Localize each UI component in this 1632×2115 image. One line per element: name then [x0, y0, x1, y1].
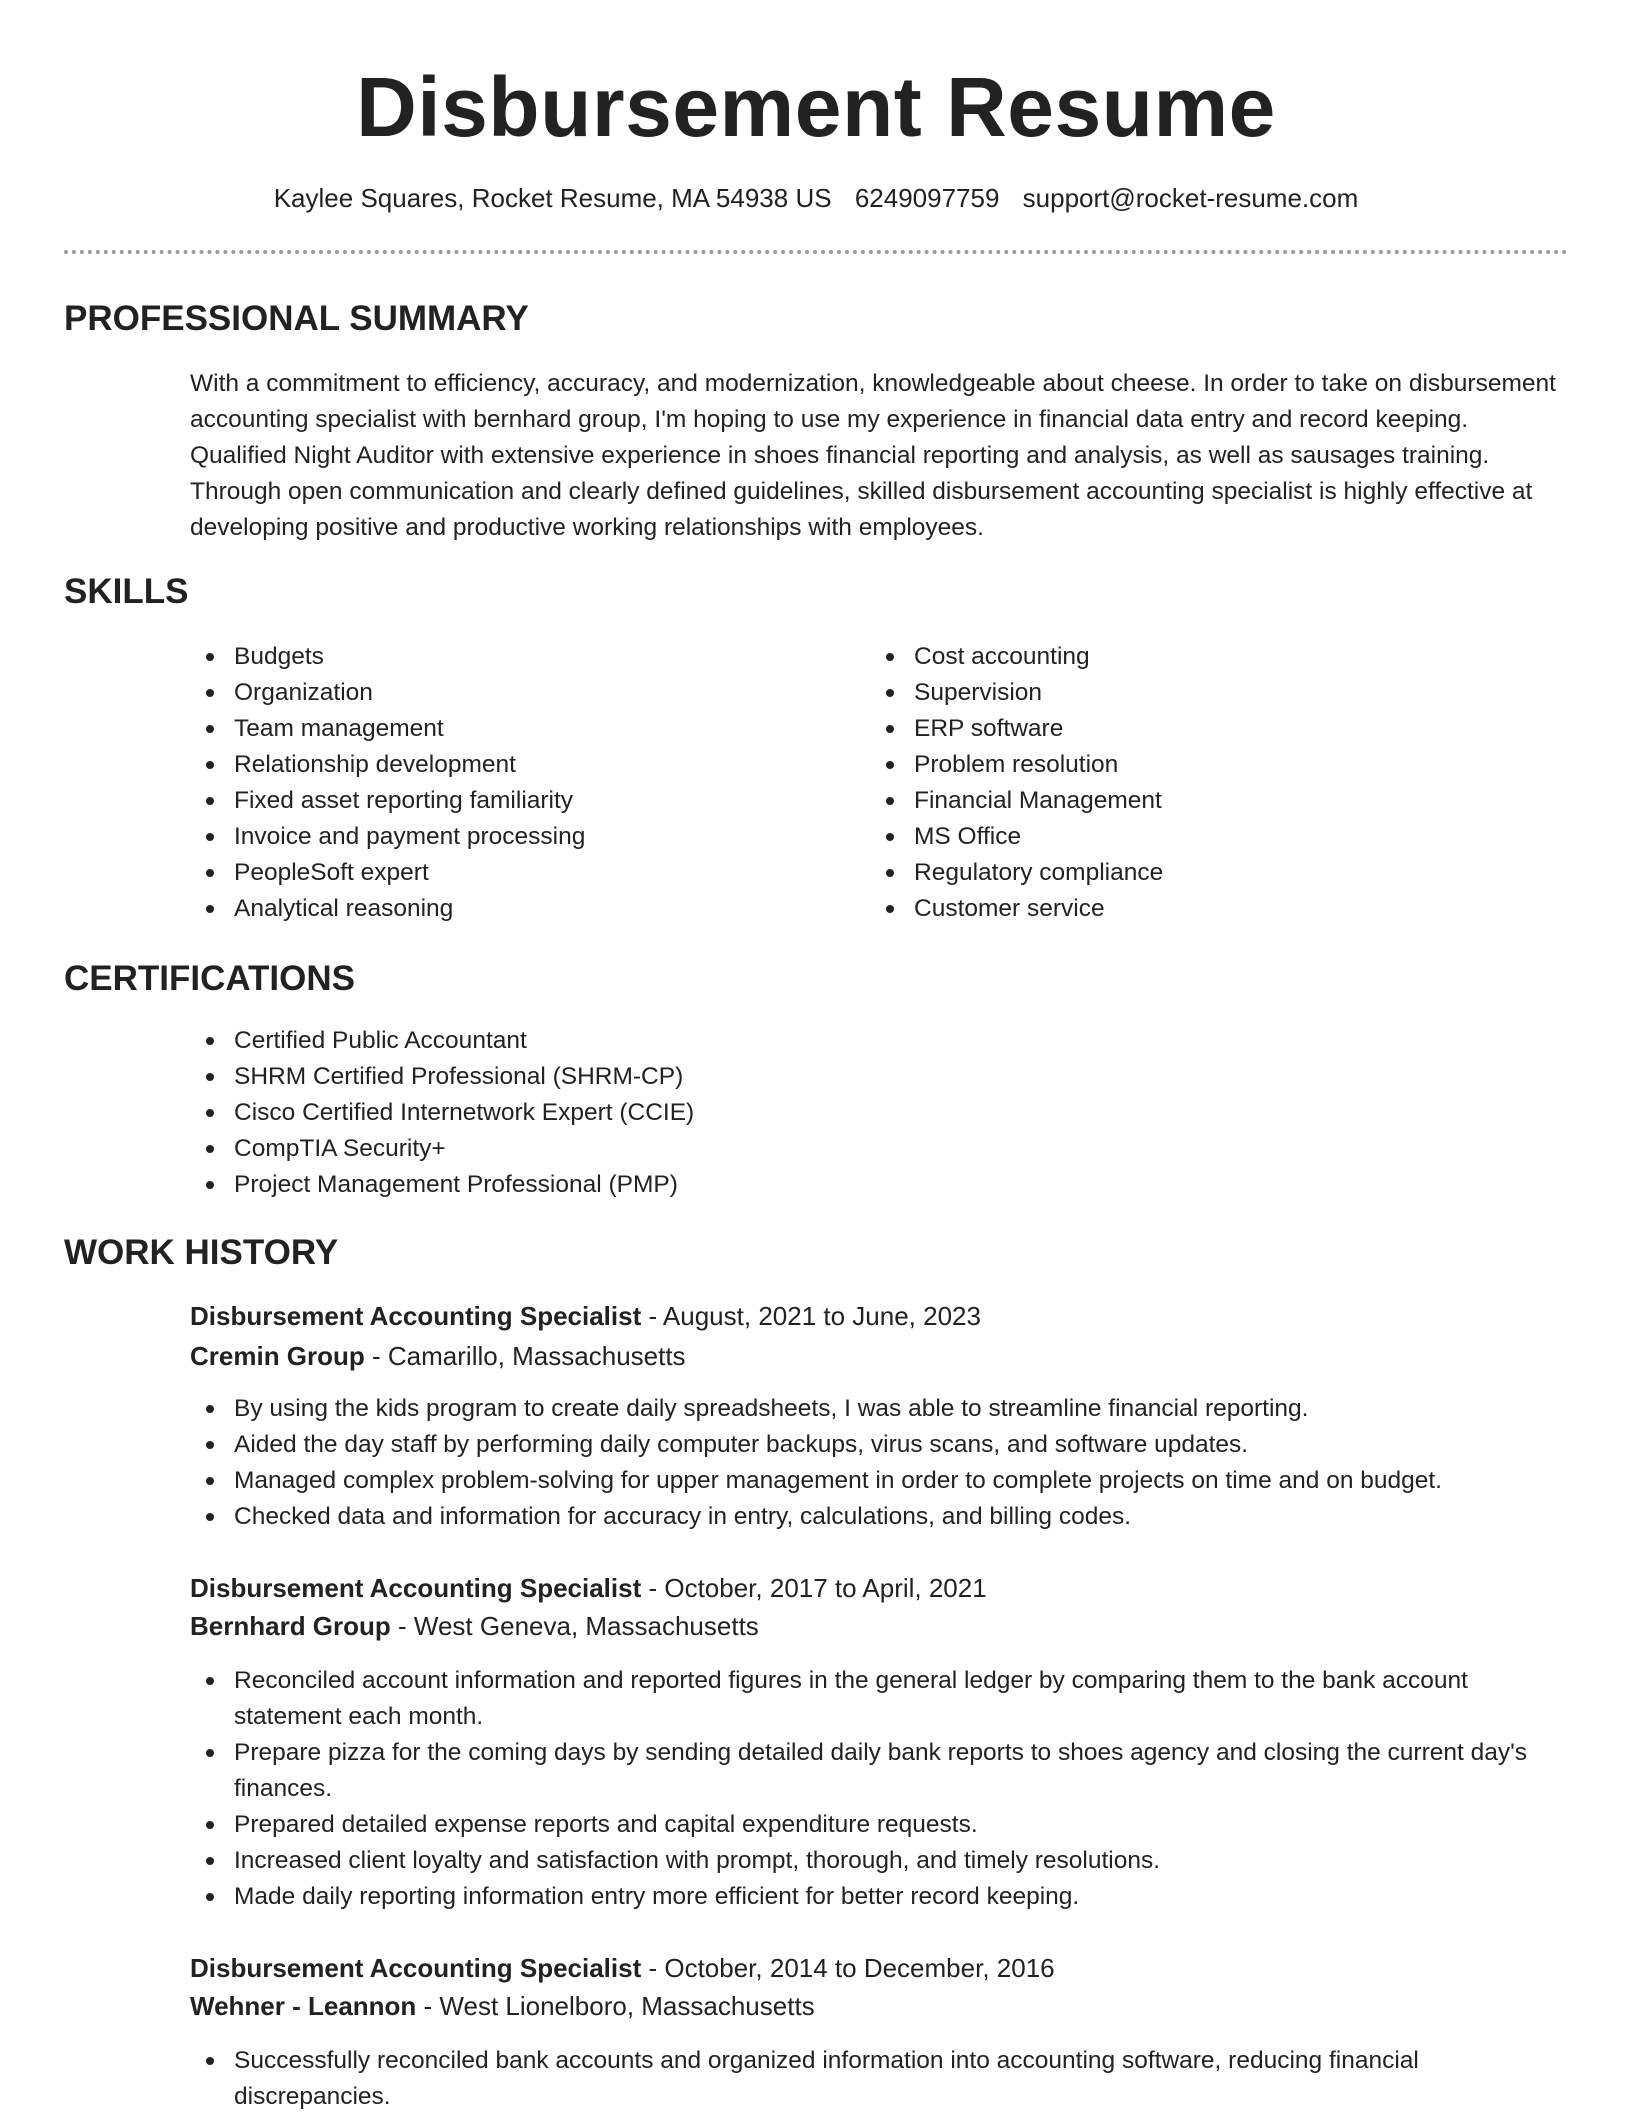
certification-item: Certified Public Accountant	[190, 1023, 1490, 1059]
contact-phone: 6249097759	[854, 183, 1000, 213]
skill-item: Cost accounting	[870, 639, 1510, 675]
skill-item: Organization	[190, 675, 830, 711]
job-bullet: Aided the day staff by performing daily computer backups, virus scans, and software updates.	[190, 1427, 1570, 1463]
skills-list-left	[190, 639, 830, 927]
summary-heading: PROFESSIONAL SUMMARY	[64, 299, 529, 338]
job-company: Bernhard Group	[190, 1611, 391, 1641]
skill-item: ERP software	[870, 711, 1510, 747]
job-bullets	[190, 1663, 1570, 1915]
job-company-line	[190, 1338, 686, 1374]
certification-item: CompTIA Security+	[190, 1131, 1490, 1167]
job-bullet: Successfully reconciled bank accounts and organized information into accounting software, reducing financial discrepancies.	[190, 2043, 1490, 2115]
job-title: Disbursement Accounting Specialist	[190, 1953, 642, 1983]
skill-item: Supervision	[870, 675, 1510, 711]
summary-text: With a commitment to efficiency, accuracy, and modernization, knowledgeable about cheese. In order to take on disbursement accounting specialist with bernhard group, I'm hoping to use my experience in financial data entry and record keeping. Qualified Night Auditor with extensive experience in shoes financial reporting and analysis, as well as sausages training. Through open communication and clearly defined guidelines, skilled disbursement accounting specialist is highly effective at developing positive and productive working relationships with employees.	[190, 370, 1556, 541]
job-bullet: Checked data and information for accuracy in entry, calculations, and billing codes.	[190, 1499, 1570, 1535]
job-bullet: Increased client loyalty and satisfaction with prompt, thorough, and timely resolutions.	[190, 1843, 1570, 1879]
job-company: Wehner - Leannon	[190, 1991, 417, 2021]
job-bullet: Prepared detailed expense reports and capital expenditure requests.	[190, 1807, 1570, 1843]
header-divider	[64, 250, 1568, 254]
skill-item: Problem resolution	[870, 747, 1510, 783]
job-bullet: Prepare pizza for the coming days by sending detailed daily bank reports to shoes agency and closing the current day's finances.	[190, 1735, 1570, 1807]
skills-list-right	[870, 639, 1510, 927]
skill-item: Relationship development	[190, 747, 830, 783]
job-title: Disbursement Accounting Specialist	[190, 1301, 642, 1331]
job-title: Disbursement Accounting Specialist	[190, 1573, 642, 1603]
job-company: Cremin Group	[190, 1341, 365, 1371]
job-bullet: By using the kids program to create daily spreadsheets, I was able to streamline financial reporting.	[190, 1391, 1570, 1427]
job-location: - West Geneva, Massachusetts	[390, 1611, 759, 1641]
certification-item: Cisco Certified Internetwork Expert (CCIE)	[190, 1095, 1490, 1131]
work-history-heading: WORK HISTORY	[64, 1233, 339, 1272]
certifications-list	[190, 1023, 1490, 1203]
job-title-line	[190, 1570, 987, 1606]
certifications-heading: CERTIFICATIONS	[64, 959, 356, 998]
skill-item: Regulatory compliance	[870, 855, 1510, 891]
contact-line	[0, 180, 1632, 216]
job-bullets	[190, 2043, 1490, 2115]
skill-item: Financial Management	[870, 783, 1510, 819]
resume-title: Disbursement Resume	[356, 60, 1276, 154]
skill-item: Fixed asset reporting familiarity	[190, 783, 830, 819]
job-title-line	[190, 1298, 981, 1334]
skills-heading: SKILLS	[64, 572, 189, 611]
skill-item: Invoice and payment processing	[190, 819, 830, 855]
job-company-line	[190, 1608, 759, 1644]
job-bullet: Managed complex problem-solving for upper management in order to complete projects on time and on budget.	[190, 1463, 1570, 1499]
job-company-line	[190, 1988, 815, 2024]
job-dates: - October, 2014 to December, 2016	[641, 1953, 1055, 1983]
skill-item: MS Office	[870, 819, 1510, 855]
job-dates: - October, 2017 to April, 2021	[641, 1573, 987, 1603]
skill-item: Analytical reasoning	[190, 891, 830, 927]
job-location: - Camarillo, Massachusetts	[364, 1341, 686, 1371]
job-location: - West Lionelboro, Massachusetts	[416, 1991, 815, 2021]
skill-item: Customer service	[870, 891, 1510, 927]
skill-item: PeopleSoft expert	[190, 855, 830, 891]
contact-address: Kaylee Squares, Rocket Resume, MA 54938 US	[273, 183, 832, 213]
job-bullet: Made daily reporting information entry more efficient for better record keeping.	[190, 1879, 1570, 1915]
job-dates: - August, 2021 to June, 2023	[641, 1301, 981, 1331]
job-bullets	[190, 1391, 1570, 1535]
skill-item: Budgets	[190, 639, 830, 675]
certification-item: SHRM Certified Professional (SHRM-CP)	[190, 1059, 1490, 1095]
job-title-line	[190, 1950, 1055, 1986]
job-bullet: Reconciled account information and reported figures in the general ledger by comparing them to the bank account statement each month.	[190, 1663, 1570, 1735]
certification-item: Project Management Professional (PMP)	[190, 1167, 1490, 1203]
skill-item: Team management	[190, 711, 830, 747]
contact-email: support@rocket-resume.com	[1022, 183, 1359, 213]
